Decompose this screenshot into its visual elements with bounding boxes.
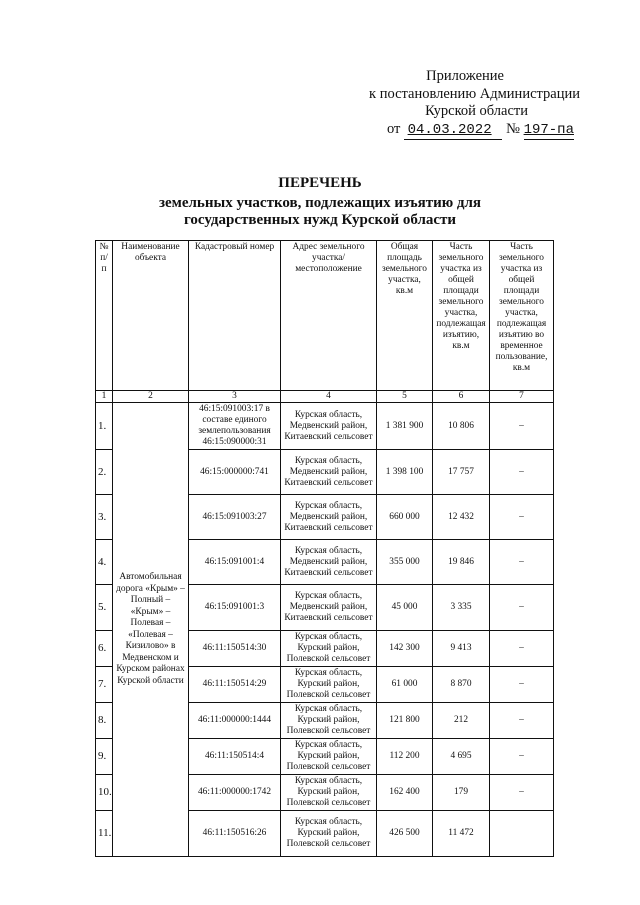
header-num: № п/п: [96, 241, 113, 391]
column-number: 5: [377, 391, 433, 403]
part-area: 4 695: [433, 739, 490, 775]
cadastral-number: 46:11:000000:1444: [189, 703, 281, 739]
cadastral-number: 46:15:091001:3: [189, 585, 281, 631]
title-subline-2: государственных нужд Курской области: [183, 212, 457, 228]
part-area: 11 472: [433, 811, 490, 857]
row-number: 3.: [96, 495, 113, 540]
document-title: [0, 175, 640, 229]
part-area: 12 432: [433, 495, 490, 540]
plot-address: Курская область, Курский район, Полевской сельсовет: [281, 811, 377, 857]
temp-area: [490, 811, 554, 857]
cadastral-number: 46:11:000000:1742: [189, 775, 281, 811]
column-number: 4: [281, 391, 377, 403]
cadastral-number: 46:15:000000:741: [189, 450, 281, 495]
total-area: 355 000: [377, 540, 433, 585]
column-numbers-row: [96, 391, 554, 403]
part-area: 179: [433, 775, 490, 811]
row-number: 9.: [96, 739, 113, 775]
header-address: Адрес земельного участка/ местоположение: [281, 241, 377, 391]
total-area: 45 000: [377, 585, 433, 631]
total-area: 142 300: [377, 631, 433, 667]
plot-address: Курская область, Медвенский район, Китаевский сельсовет: [281, 403, 377, 450]
row-number: 4.: [96, 540, 113, 585]
land-plots-table: [95, 240, 554, 857]
column-number: 1: [96, 391, 113, 403]
header-temp-area: Часть земельного участка из общей площади земельного участка, подлежащая изъятию во временное пользование, кв.м: [490, 241, 554, 391]
plot-address: Курская область, Курский район, Полевской сельсовет: [281, 631, 377, 667]
row-number: 11.: [96, 811, 113, 857]
total-area: 121 800: [377, 703, 433, 739]
header-cadastral: Кадастровый номер: [189, 241, 281, 391]
part-area: 9 413: [433, 631, 490, 667]
column-number: 2: [113, 391, 189, 403]
cadastral-number: 46:11:150514:4: [189, 739, 281, 775]
appendix-title: Приложение: [426, 68, 504, 84]
date-prefix: от: [386, 120, 401, 137]
temp-area: –: [490, 739, 554, 775]
row-number: 5.: [96, 585, 113, 631]
temp-area: –: [490, 775, 554, 811]
cadastral-number: 46:11:150514:30: [189, 631, 281, 667]
temp-area: –: [490, 403, 554, 450]
cadastral-number: 46:15:091001:4: [189, 540, 281, 585]
row-number: 1.: [96, 403, 113, 450]
total-area: 660 000: [377, 495, 433, 540]
part-area: 3 335: [433, 585, 490, 631]
row-number: 8.: [96, 703, 113, 739]
header-row: [96, 241, 554, 391]
plot-address: Курская область, Курский район, Полевской сельсовет: [281, 775, 377, 811]
decree-date: 04.03.2022: [407, 121, 492, 138]
total-area: 1 381 900: [377, 403, 433, 450]
row-number: 6.: [96, 631, 113, 667]
decree-date-underline: [404, 121, 503, 141]
appendix-decree-ref: к постановлению Администрации: [369, 85, 580, 102]
decree-number: 197-па: [523, 121, 574, 138]
total-area: 426 500: [377, 811, 433, 857]
title-subline-1: земельных участков, подлежащих изъятию для: [158, 195, 482, 211]
cadastral-number: 46:11:150516:26: [189, 811, 281, 857]
appendix-region: Курской области: [425, 103, 528, 119]
cadastral-number: 46:11:150514:29: [189, 667, 281, 703]
column-number: 6: [433, 391, 490, 403]
temp-area: –: [490, 585, 554, 631]
part-area: 212: [433, 703, 490, 739]
plot-address: Курская область, Медвенский район, Китаевский сельсовет: [281, 540, 377, 585]
row-number: 10.: [96, 775, 113, 811]
header-object: Наименование объекта: [113, 241, 189, 391]
temp-area: –: [490, 540, 554, 585]
appendix-header: [340, 68, 580, 140]
row-number: 2.: [96, 450, 113, 495]
title-heading: ПЕРЕЧЕНЬ: [278, 175, 362, 191]
header-part-area: Часть земельного участка из общей площади земельного участка, подлежащая изъятию, кв.м: [433, 241, 490, 391]
part-area: 17 757: [433, 450, 490, 495]
plot-address: Курская область, Курский район, Полевской сельсовет: [281, 667, 377, 703]
total-area: 162 400: [377, 775, 433, 811]
temp-area: –: [490, 631, 554, 667]
plot-address: Курская область, Медвенский район, Китаевский сельсовет: [281, 450, 377, 495]
plot-address: Курская область, Курский район, Полевской сельсовет: [281, 739, 377, 775]
row-number: 7.: [96, 667, 113, 703]
total-area: 112 200: [377, 739, 433, 775]
temp-area: –: [490, 450, 554, 495]
decree-line: [340, 121, 580, 141]
column-number: 7: [490, 391, 554, 403]
object-name: Автомобильная дорога «Крым» – Полный – «Крым» – Полевая – «Полевая – Кизилово» в Медвенском и Курском районах Курской области: [113, 403, 189, 857]
total-area: 1 398 100: [377, 450, 433, 495]
cadastral-number: 46:15:091003:27: [189, 495, 281, 540]
temp-area: –: [490, 495, 554, 540]
plot-address: Курская область, Курский район, Полевской сельсовет: [281, 703, 377, 739]
plot-address: Курская область, Медвенский район, Китаевский сельсовет: [281, 495, 377, 540]
decree-number-underline: [524, 121, 574, 141]
table-row: [96, 403, 554, 450]
cadastral-number: 46:15:091003:17 в составе единого землепользования 46:15:090000:31: [189, 403, 281, 450]
temp-area: –: [490, 703, 554, 739]
number-prefix: №: [506, 120, 520, 137]
part-area: 8 870: [433, 667, 490, 703]
part-area: 10 806: [433, 403, 490, 450]
column-number: 3: [189, 391, 281, 403]
temp-area: –: [490, 667, 554, 703]
header-total-area: Общая площадь земельного участка, кв.м: [377, 241, 433, 391]
total-area: 61 000: [377, 667, 433, 703]
part-area: 19 846: [433, 540, 490, 585]
plot-address: Курская область, Медвенский район, Китаевский сельсовет: [281, 585, 377, 631]
